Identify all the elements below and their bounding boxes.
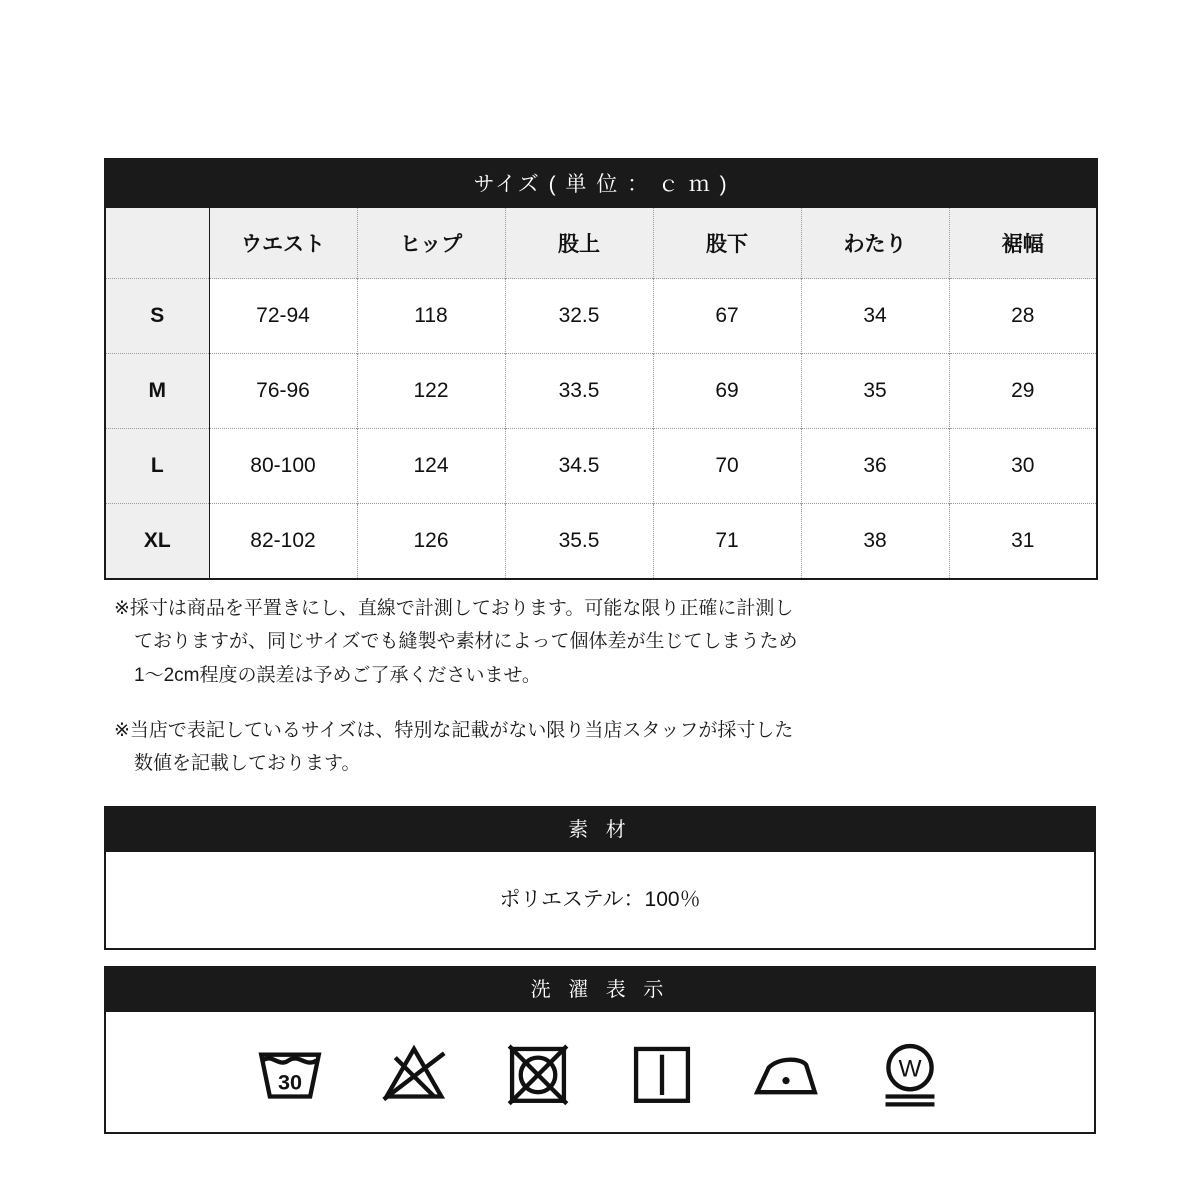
size-cell-hip: 118: [357, 279, 505, 354]
size-header-thigh: わたり: [801, 208, 949, 279]
table-row: [105, 279, 1097, 354]
size-cell-hip: 126: [357, 504, 505, 580]
size-cell-rise: 35.5: [505, 504, 653, 580]
size-cell-waist: 76-96: [209, 354, 357, 429]
note-line: ておりますが、同じサイズでも縫製や素材によって個体差が生じてしまうため: [134, 631, 798, 653]
material-block: [104, 806, 1096, 950]
size-cell-hem: 31: [949, 504, 1097, 580]
no-tumble-dry-icon: [502, 1036, 574, 1108]
svg-text:W: W: [898, 1055, 922, 1083]
note-line: ※採寸は商品を平置きにし、直線で計測しております。可能な限り正確に計測し: [114, 598, 794, 619]
size-row-label: M: [105, 354, 209, 429]
size-cell-hip: 124: [357, 429, 505, 504]
table-row: [105, 429, 1097, 504]
size-cell-thigh: 34: [801, 279, 949, 354]
iron-low-icon: [750, 1036, 822, 1108]
wash-30-icon: [254, 1036, 326, 1108]
size-cell-waist: 80-100: [209, 429, 357, 504]
size-table-block: [104, 158, 1096, 580]
size-row-label: S: [105, 279, 209, 354]
no-bleach-icon: [378, 1036, 450, 1108]
material-title: 素 材: [106, 808, 1094, 852]
size-header-rise: 股上: [505, 208, 653, 279]
size-cell-hip: 122: [357, 354, 505, 429]
size-header-corner: [105, 208, 209, 279]
material-value: ポリエステル：100％: [106, 852, 1094, 948]
size-cell-waist: 72-94: [209, 279, 357, 354]
size-cell-waist: 82-102: [209, 504, 357, 580]
size-table-title: サイズ ( 単 位 ： ｃ ｍ ): [105, 158, 1097, 208]
note-line: 1〜2cm程度の誤差は予めご了承くださいませ。: [134, 664, 541, 686]
table-row: [105, 504, 1097, 580]
care-block: [104, 966, 1096, 1134]
note-measurement: [114, 592, 1074, 692]
size-row-label: XL: [105, 504, 209, 580]
size-header-hip: ヒップ: [357, 208, 505, 279]
note-line: 数値を記載しております。: [134, 753, 361, 774]
size-cell-thigh: 38: [801, 504, 949, 580]
size-cell-rise: 33.5: [505, 354, 653, 429]
size-cell-inseam: 67: [653, 279, 801, 354]
size-cell-thigh: 35: [801, 354, 949, 429]
size-cell-inseam: 71: [653, 504, 801, 580]
size-cell-thigh: 36: [801, 429, 949, 504]
care-icons-row: [106, 1012, 1094, 1132]
table-row: [105, 354, 1097, 429]
wet-clean-icon: [874, 1036, 946, 1108]
size-spec-page: [104, 0, 1096, 1200]
note-staff-measured: [114, 714, 1074, 781]
size-header-waist: ウエスト: [209, 208, 357, 279]
size-row-label: L: [105, 429, 209, 504]
size-table: [104, 158, 1098, 580]
size-cell-hem: 29: [949, 354, 1097, 429]
measurement-notes: [114, 592, 1074, 802]
size-cell-hem: 30: [949, 429, 1097, 504]
drip-dry-hanging-icon: [626, 1036, 698, 1108]
size-table-header-row: [105, 208, 1097, 279]
size-cell-inseam: 70: [653, 429, 801, 504]
care-title: 洗 濯 表 示: [106, 968, 1094, 1012]
size-cell-rise: 32.5: [505, 279, 653, 354]
size-header-hem: 裾幅: [949, 208, 1097, 279]
note-line: ※当店で表記しているサイズは、特別な記載がない限り当店スタッフが採寸した: [114, 719, 794, 741]
size-cell-inseam: 69: [653, 354, 801, 429]
svg-text:30: 30: [277, 1069, 303, 1095]
size-header-inseam: 股下: [653, 208, 801, 279]
size-cell-hem: 28: [949, 279, 1097, 354]
size-cell-rise: 34.5: [505, 429, 653, 504]
